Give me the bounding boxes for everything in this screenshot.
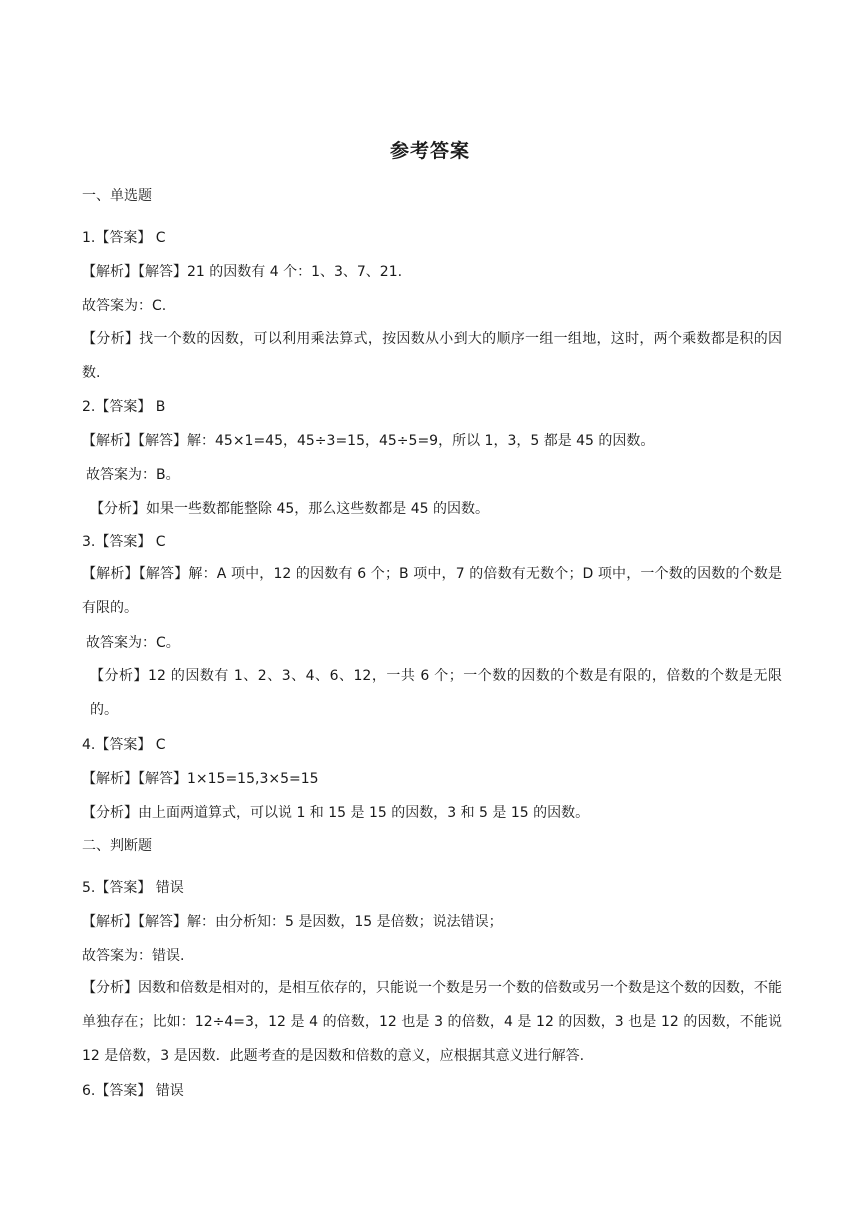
q3-note: 【分析】12 的因数有 1、2、3、4、6、12，一共 6 个；一个数的因数的个数是有限的，倍数的个数是无限的。 xyxy=(90,668,782,718)
q3-answer: 3.【答案】 C xyxy=(82,534,166,550)
q1-answer: 1.【答案】 C xyxy=(82,230,166,246)
section-heading-single-choice: 一、单选题 xyxy=(82,188,152,204)
q1-analysis: 【解析】【解答】21 的因数有 4 个：1、3、7、21. xyxy=(82,264,403,280)
q4-note: 【分析】由上面两道算式，可以说 1 和 15 是 15 的因数，3 和 5 是 15 的因数。 xyxy=(82,805,590,821)
q2-note: 【分析】如果一些数都能整除 45，那么这些数都是 45 的因数。 xyxy=(90,501,489,517)
q2-conclusion: 故答案为：B。 xyxy=(86,467,180,483)
q6-answer: 6.【答案】 错误 xyxy=(82,1083,184,1099)
q4-analysis: 【解析】【解答】1×15=15,3×5=15 xyxy=(82,771,319,787)
q4-answer: 4.【答案】 C xyxy=(82,737,166,753)
q3-analysis: 【解析】【解答】解：A 项中，12 的因数有 6 个；B 项中，7 的倍数有无数个；D 项中，一个数的因数的个数是有限的。 xyxy=(82,566,782,616)
q5-answer: 5.【答案】 错误 xyxy=(82,880,184,896)
section-heading-true-false: 二、判断题 xyxy=(82,838,152,854)
q1-conclusion: 故答案为：C. xyxy=(82,298,167,314)
q5-note: 【分析】因数和倍数是相对的，是相互依存的，只能说一个数是另一个数的倍数或另一个数是这个数的因数，不能单独存在；比如：12÷4=3，12 是 4 的倍数，12 也是 3 的倍数，4 是 12 的因数，3 也是 12 的因数，不能说 12 是倍数，3 是因数．此题考查的是因数和倍数的意义，应根据其意义进行解答. xyxy=(82,980,782,1064)
q1-note: 【分析】找一个数的因数，可以利用乘法算式，按因数从小到大的顺序一组一组地，这时，两个乘数都是积的因数. xyxy=(82,331,782,381)
q5-analysis: 【解析】【解答】解：由分析知：5 是因数，15 是倍数；说法错误； xyxy=(82,914,503,930)
page-title: 参考答案 xyxy=(389,140,470,162)
q2-analysis: 【解析】【解答】解：45×1=45，45÷3=15，45÷5=9，所以 1，3，5 都是 45 的因数。 xyxy=(82,433,655,449)
q5-conclusion: 故答案为：错误. xyxy=(82,948,185,964)
q2-answer: 2.【答案】 B xyxy=(82,399,166,415)
q3-conclusion: 故答案为：C。 xyxy=(86,635,180,651)
